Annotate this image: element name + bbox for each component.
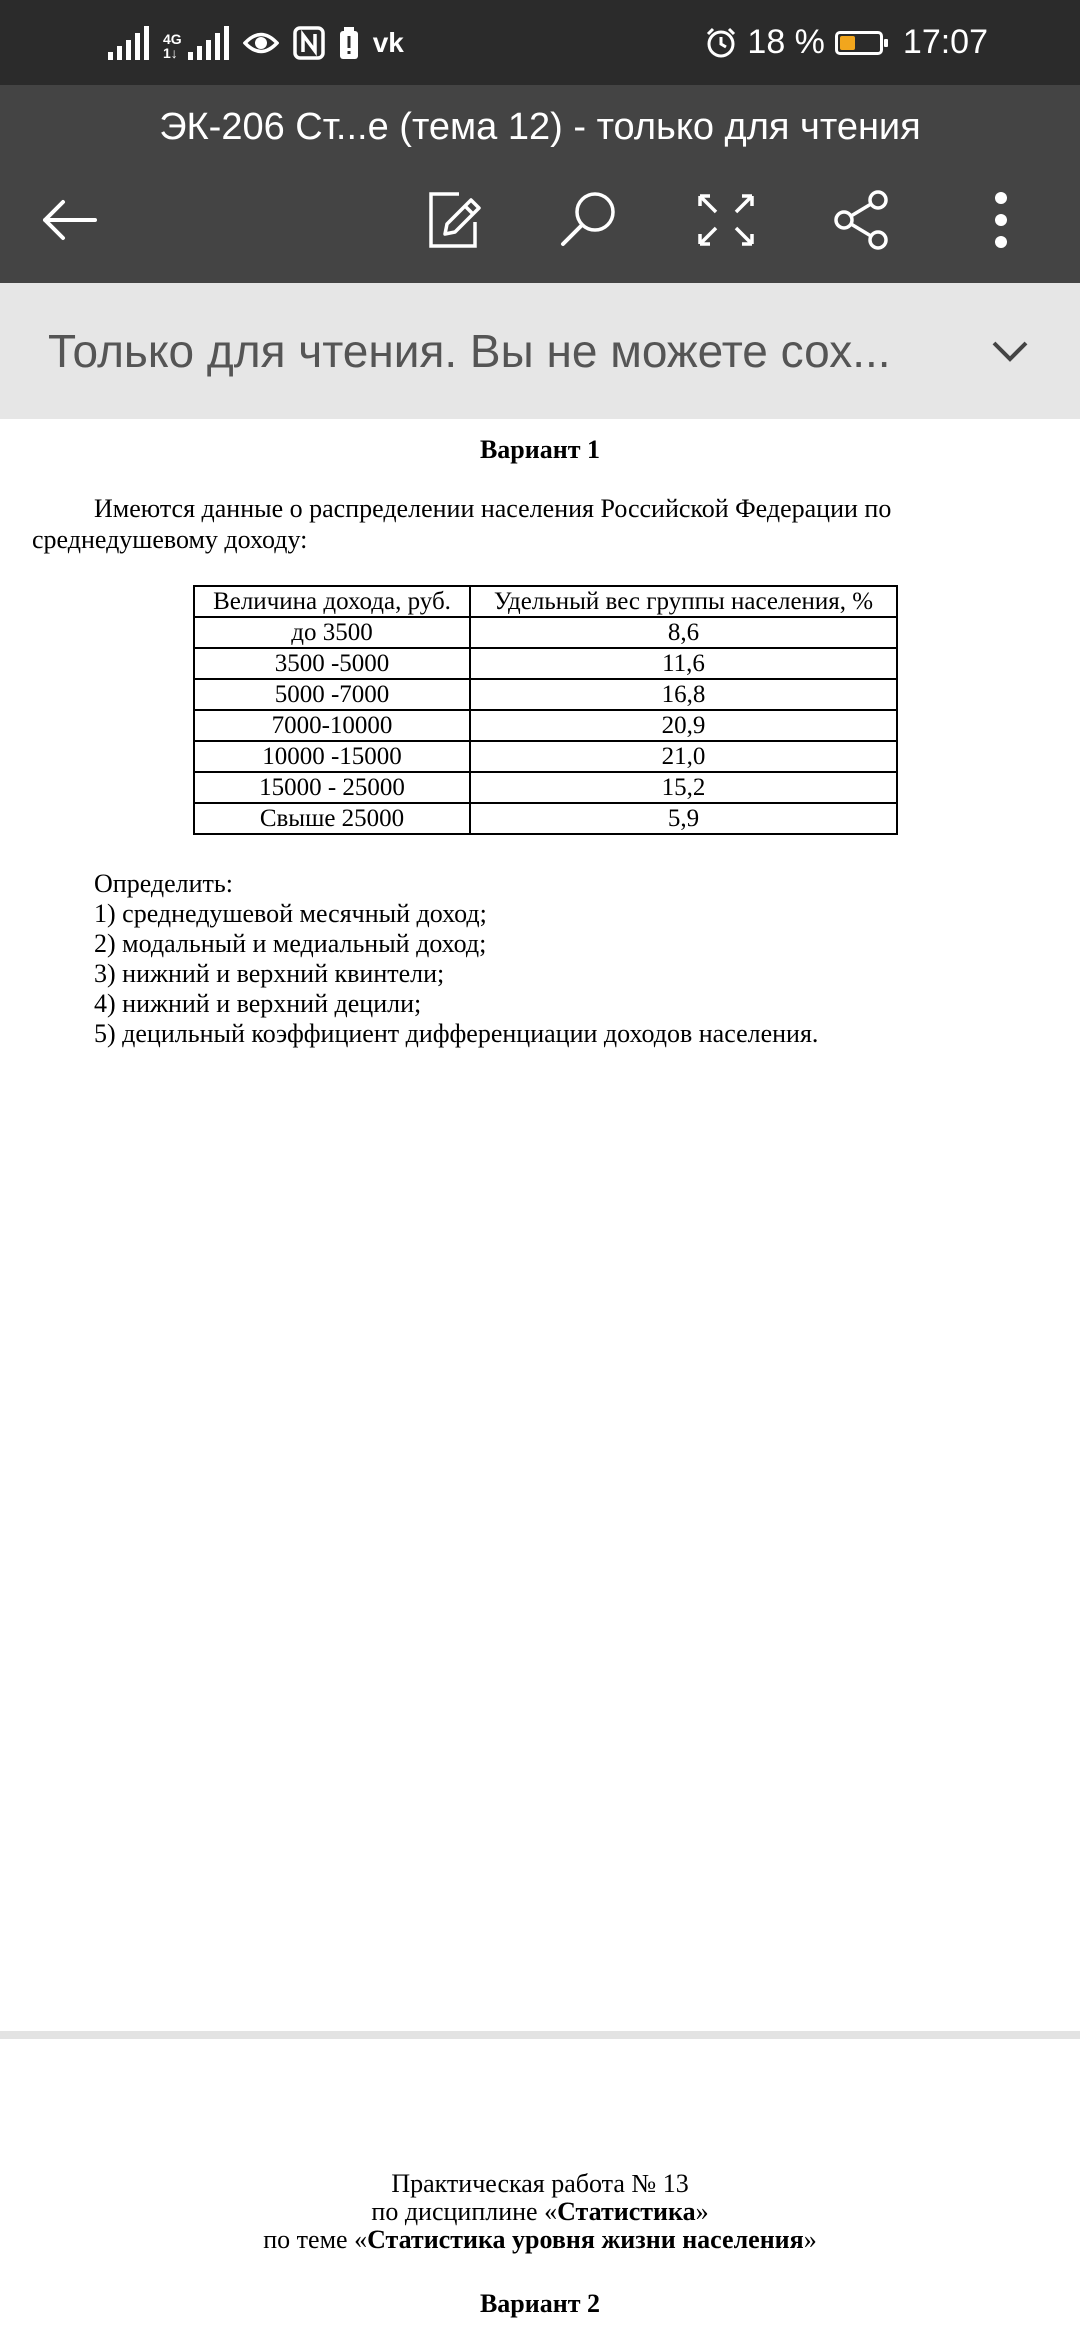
income-cell: 10000 -15000 — [194, 741, 470, 772]
edit-button[interactable] — [408, 175, 498, 265]
table-row — [194, 710, 897, 741]
page-separator — [0, 2031, 1080, 2039]
net-type-label: 4G — [163, 30, 182, 47]
income-cell: 3500 -5000 — [194, 648, 470, 679]
more-vertical-icon — [969, 188, 1033, 252]
table-row — [194, 648, 897, 679]
eye-icon — [243, 28, 279, 58]
app-header — [0, 85, 1080, 283]
variant-2-heading: Вариант 2 — [479, 2289, 601, 2318]
task-item: 2) модальный и медиальный доход; — [94, 929, 487, 958]
document-page-1[interactable] — [0, 419, 1080, 2031]
alarm-icon — [705, 27, 737, 59]
battery-level-fill — [840, 36, 855, 50]
intro-line-1: Имеются данные о распределении населения Российской Федерации по — [94, 494, 892, 523]
search-icon — [557, 188, 621, 252]
share-cell: 20,9 — [470, 710, 897, 741]
discipline-line — [0, 2197, 1080, 2227]
topic-prefix: по теме « — [263, 2225, 368, 2254]
intro-line-2: среднедушевому доходу: — [32, 525, 308, 554]
status-bar — [0, 0, 1080, 85]
more-options-button[interactable] — [956, 175, 1046, 265]
battery-alert-icon — [339, 26, 359, 60]
share-cell: 15,2 — [470, 772, 897, 803]
search-button[interactable] — [544, 175, 634, 265]
battery-icon — [835, 31, 883, 55]
document-title: ЭК-206 Ст...е (тема 12) - только для чтения — [159, 106, 921, 148]
edit-document-icon — [421, 188, 485, 252]
topic-suffix: » — [803, 2225, 817, 2254]
clock: 17:07 — [902, 23, 988, 61]
income-cell: 7000-10000 — [194, 710, 470, 741]
topic-name: Статистика уровня жизни населения — [367, 2225, 804, 2254]
net-activity-label: 1↓ — [163, 44, 178, 61]
task-item: 3) нижний и верхний квинтели; — [94, 959, 445, 988]
column-header-income: Величина дохода, руб. — [194, 586, 470, 617]
expand-banner-button[interactable] — [980, 321, 1040, 381]
table-row — [194, 772, 897, 803]
signal-icon — [108, 26, 149, 60]
share-cell: 21,0 — [470, 741, 897, 772]
topic-line — [0, 2225, 1080, 2255]
task-list — [94, 869, 994, 1049]
income-cell: 5000 -7000 — [194, 679, 470, 710]
readonly-message: Только для чтения. Вы не можете сох... — [48, 325, 891, 377]
income-cell: 15000 - 25000 — [194, 772, 470, 803]
column-header-share: Удельный вес группы населения, % — [470, 586, 897, 617]
fullscreen-button[interactable] — [681, 175, 771, 265]
share-cell: 11,6 — [470, 648, 897, 679]
discipline-suffix: » — [695, 2197, 709, 2226]
income-cell: до 3500 — [194, 617, 470, 648]
back-button[interactable] — [24, 175, 114, 265]
share-cell: 16,8 — [470, 679, 897, 710]
table-row — [194, 741, 897, 772]
chevron-down-icon — [990, 339, 1030, 363]
table-header-row — [194, 586, 897, 617]
share-button[interactable] — [817, 175, 907, 265]
status-left-icons — [108, 0, 404, 85]
status-right-icons — [705, 0, 988, 85]
fullscreen-icon — [694, 188, 758, 252]
share-cell: 8,6 — [470, 617, 897, 648]
table-row — [194, 679, 897, 710]
vk-icon: vk — [372, 26, 404, 58]
back-arrow-icon — [37, 188, 101, 252]
share-cell: 5,9 — [470, 803, 897, 834]
nfc-icon — [293, 26, 325, 60]
table-row — [194, 803, 897, 834]
readonly-banner[interactable] — [0, 283, 1080, 419]
table-row — [194, 617, 897, 648]
signal-4g-icon — [163, 26, 229, 60]
income-cell: Свыше 25000 — [194, 803, 470, 834]
task-item: 1) среднедушевой месячный доход; — [94, 899, 487, 928]
intro-paragraph — [32, 493, 912, 555]
discipline-prefix: по дисциплине « — [371, 2197, 558, 2226]
document-page-2[interactable] — [0, 2039, 1080, 2340]
task-item: 5) децильный коэффициент дифференциации доходов населения. — [94, 1019, 819, 1048]
practical-work-title: Практическая работа № 13 — [391, 2169, 689, 2198]
income-distribution-table — [193, 585, 898, 835]
battery-percent: 18 % — [747, 23, 825, 61]
discipline-name: Статистика — [557, 2197, 696, 2226]
variant-1-heading: Вариант 1 — [479, 435, 601, 464]
share-icon — [830, 188, 894, 252]
task-list-title: Определить: — [94, 869, 233, 898]
task-item: 4) нижний и верхний децили; — [94, 989, 422, 1018]
